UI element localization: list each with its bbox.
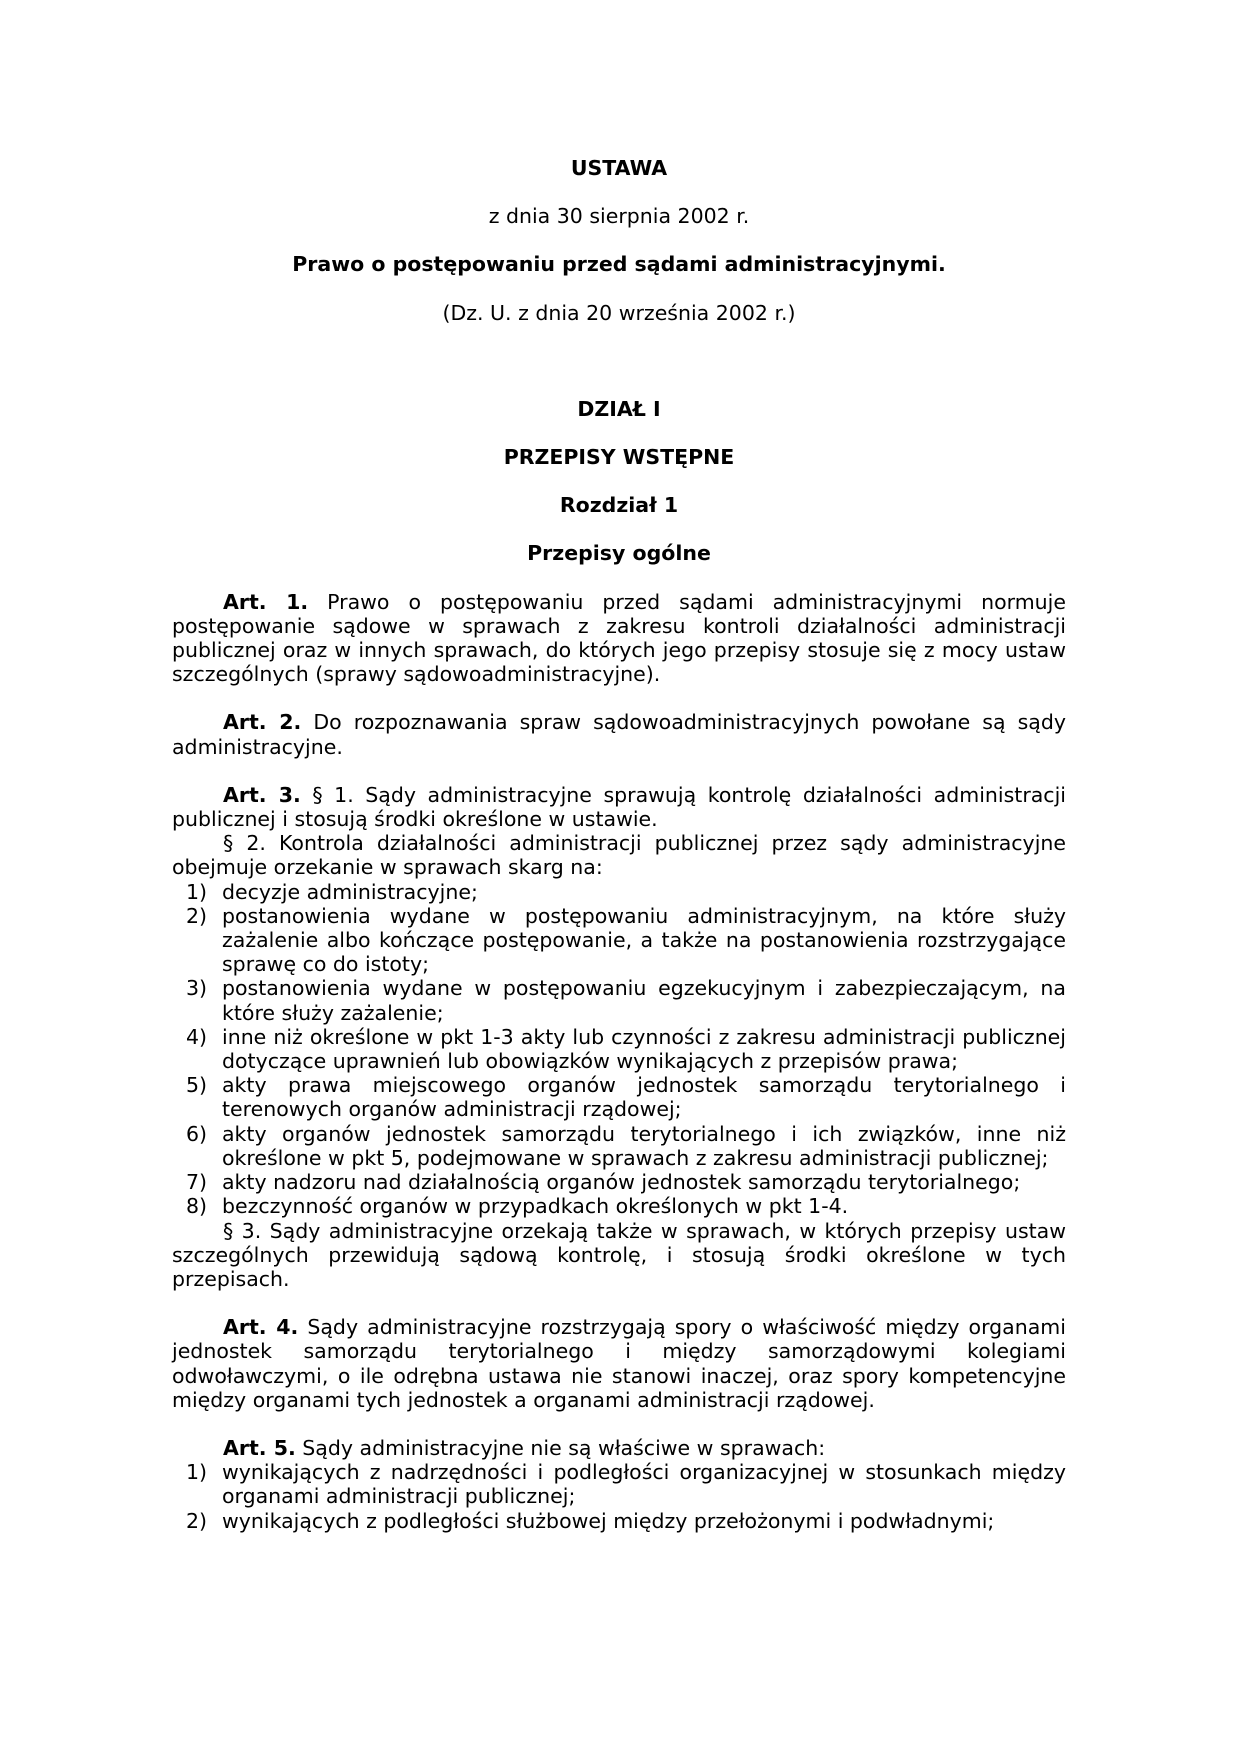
article-3-paragraph-3: § 3. Sądy administracyjne orzekają także w sprawach, w których przepisy ustaw szczególnych przewidują sądową kontrolę, i stosują środki określone w tych przepisach. [172, 1218, 1066, 1291]
list-item-number: 1) [186, 879, 208, 904]
list-item-number: 5) [186, 1073, 208, 1098]
list-item-text: inne niż określone w pkt 1-3 akty lub czynności z zakresu administracji publicznej dotyczące uprawnień lub obowiązków wynikających z przepisów prawa; [222, 1024, 1066, 1074]
act-date: z dnia 30 sierpnia 2002 r. [488, 204, 750, 229]
article-1-label: Art. 1. [223, 589, 309, 614]
division-title: PRZEPISY WSTĘPNE [503, 445, 735, 470]
article-3-paragraph-1 [172, 783, 1066, 831]
list-item-number: 4) [186, 1024, 208, 1049]
list-item-text: wynikających z nadrzędności i podległości organizacyjnej w stosunkach między organami administracji publicznej; [222, 1460, 1066, 1509]
list-item [172, 880, 1066, 904]
article-1 [172, 590, 1066, 687]
division-heading: DZIAŁ I [577, 396, 661, 421]
article-5-list [172, 1460, 1066, 1533]
list-item [172, 904, 1066, 977]
chapter-title: Przepisy ogólne [527, 541, 711, 566]
list-item-text: postanowienia wydane w postępowaniu administracyjnym, na które służy zażalenie albo kończące postępowanie, a także na postanowienia rozstrzygające sprawę co do istoty; [222, 903, 1066, 977]
list-item-text: wynikających z podległości służbowej między przełożonymi i podwładnymi; [222, 1508, 995, 1533]
list-item-text: decyzje administracyjne; [222, 879, 478, 904]
article-2 [172, 710, 1066, 758]
list-item-number: 8) [186, 1194, 208, 1219]
list-item-text: akty nadzoru nad działalnością organów jednostek samorządu terytorialnego; [222, 1170, 1021, 1195]
list-item [172, 1194, 1066, 1218]
article-5-label: Art. 5. [223, 1435, 296, 1460]
document-page [172, 156, 1066, 1533]
article-1-text: Prawo o postępowaniu przed sądami administracyjnymi normuje postępowanie sądowe w sprawach z zakresu kontroli działalności administracji publicznej oraz w innych sprawach, do których jego przepisy stosuje się z mocy ustaw szczególnych (sprawy sądowoadministracyjne). [172, 589, 1066, 687]
article-5 [172, 1436, 1066, 1460]
act-name: Prawo o postępowaniu przed sądami administracyjnymi. [292, 252, 946, 277]
article-4-label: Art. 4. [223, 1315, 299, 1340]
list-item-text: akty organów jednostek samorządu terytorialnego i ich związków, inne niż określone w pkt 5, podejmowane w sprawach z zakresu administracji publicznej; [222, 1121, 1066, 1170]
list-item-number: 2) [186, 903, 208, 928]
chapter-heading: Rozdział 1 [559, 493, 679, 518]
publication-reference: (Dz. U. z dnia 20 września 2002 r.) [442, 300, 796, 325]
article-2-label: Art. 2. [223, 710, 302, 735]
list-item-number: 6) [186, 1121, 208, 1146]
article-5-text: Sądy administracyjne nie są właściwe w sprawach: [302, 1435, 826, 1460]
article-3-list [172, 880, 1066, 1219]
list-item [172, 976, 1066, 1024]
act-title: USTAWA [570, 156, 668, 180]
list-item-number: 3) [186, 976, 208, 1001]
article-3-label: Art. 3. [223, 782, 301, 807]
list-item [172, 1122, 1066, 1170]
list-item [172, 1460, 1066, 1508]
list-item-text: postanowienia wydane w postępowaniu egzekucyjnym i zabezpieczającym, na które służy zażalenie; [222, 976, 1066, 1025]
article-3-paragraph-2: § 2. Kontrola działalności administracji publicznej przez sądy administracyjne obejmuje orzekanie w sprawach skarg na: [172, 831, 1066, 880]
list-item-number: 7) [186, 1170, 208, 1195]
list-item [172, 1170, 1066, 1194]
list-item [172, 1509, 1066, 1533]
list-item [172, 1073, 1066, 1121]
list-item [172, 1025, 1066, 1073]
article-4-text: Sądy administracyjne rozstrzygają spory o właściwość między organami jednostek samorządu terytorialnego i między samorządowymi kolegiami odwoławczymi, o ile odrębna ustawa nie stanowi inaczej, oraz spory kompetencyjne między organami tych jednostek a organami administracji rządowej. [172, 1315, 1066, 1412]
article-4 [172, 1315, 1066, 1412]
article-2-text: Do rozpoznawania spraw sądowoadministracyjnych powołane są sądy administracyjne. [172, 710, 1066, 759]
list-item-number: 1) [186, 1460, 208, 1485]
list-item-number: 2) [186, 1508, 208, 1533]
article-3-p1-text: § 1. Sądy administracyjne sprawują kontrolę działalności administracji publicznej i stosują środki określone w ustawie. [172, 782, 1066, 832]
list-item-text: akty prawa miejscowego organów jednostek samorządu terytorialnego i terenowych organów administracji rządowej; [222, 1073, 1066, 1122]
list-item-text: bezczynność organów w przypadkach określonych w pkt 1-4. [222, 1194, 849, 1219]
